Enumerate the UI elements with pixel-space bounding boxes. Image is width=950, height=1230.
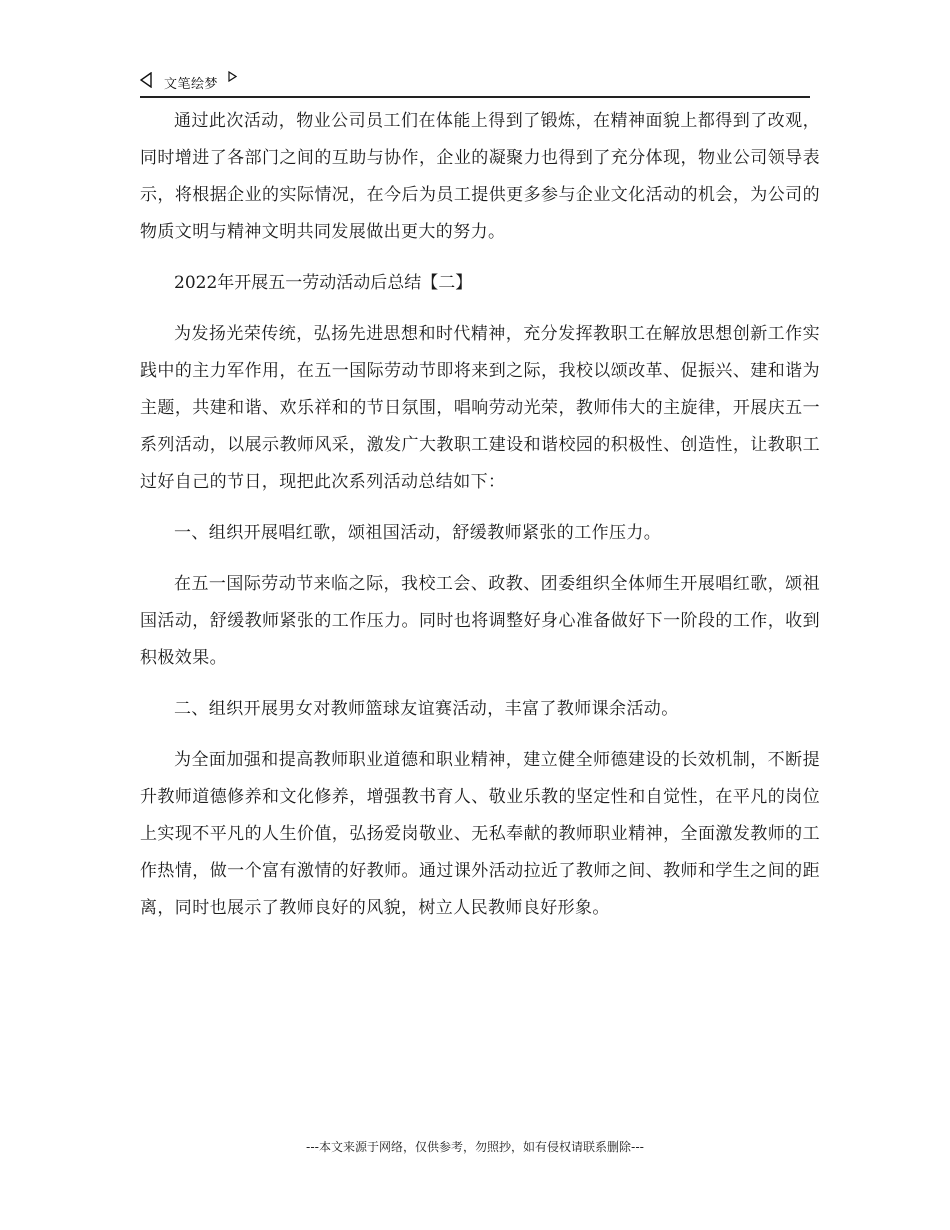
section-heading: 一、组织开展唱红歌，颂祖国活动，舒缓教师紧张的工作压力。: [174, 523, 662, 543]
section-title: 2022年开展五一劳动活动后总结【二】: [174, 273, 473, 293]
brand-name: 文笔绘梦: [164, 77, 219, 92]
paragraph: 为发扬光荣传统，弘扬先进思想和时代精神，充分发挥教职工在解放思想创新工作实践中的主力军作用，在五一国际劳动节即将来到之际，我校以颂改革、促振兴、建和谐为主题，共建和谐、欢乐祥和的节日氛围，唱响劳动光荣，教师伟大的主旋律，开展庆五一系列活动，以展示教师风采，激发广大教职工建设和谐校园的积极性、创造性，让教职工过好自己的节日，现把此次系列活动总结如下：: [140, 324, 820, 492]
section-heading: 二、组织开展男女对教师篮球友谊赛活动，丰富了教师课余活动。: [174, 699, 679, 719]
footer-disclaimer: ---本文来源于网络，仅供参考，勿照抄，如有侵权请联系删除---: [306, 1140, 644, 1154]
paragraph: 为全面加强和提高教师职业道德和职业精神，建立健全师德建设的长效机制，不断提升教师道德修养和文化修养，增强教书育人、敬业乐教的坚定性和自觉性，在平凡的岗位上实现不平凡的人生价值，弘扬爱岗敬业、无私奉献的教师职业精神，全面激发教师的工作热情，做一个富有激情的好教师。通过课外活动拉近了教师之间、教师和学生之间的距离，同时也展示了教师良好的风貌，树立人民教师良好形象。: [140, 750, 820, 918]
triangle-left-icon: [140, 72, 152, 88]
document-body: [140, 103, 820, 927]
paragraph: 在五一国际劳动节来临之际，我校工会、政教、团委组织全体师生开展唱红歌，颂祖国活动，舒缓教师紧张的工作压力。同时也将调整好身心准备做好下一阶段的工作，收到积极效果。: [140, 574, 820, 668]
triangle-right-icon: [228, 71, 237, 82]
document-header: [140, 70, 810, 98]
paragraph: 通过此次活动，物业公司员工们在体能上得到了锻炼，在精神面貌上都得到了改观，同时增进了各部门之间的互助与协作，企业的凝聚力也得到了充分体现，物业公司领导表示，将根据企业的实际情况，在今后为员工提供更多参与企业文化活动的机会，为公司的物质文明与精神文明共同发展做出更大的努力。: [140, 111, 820, 242]
